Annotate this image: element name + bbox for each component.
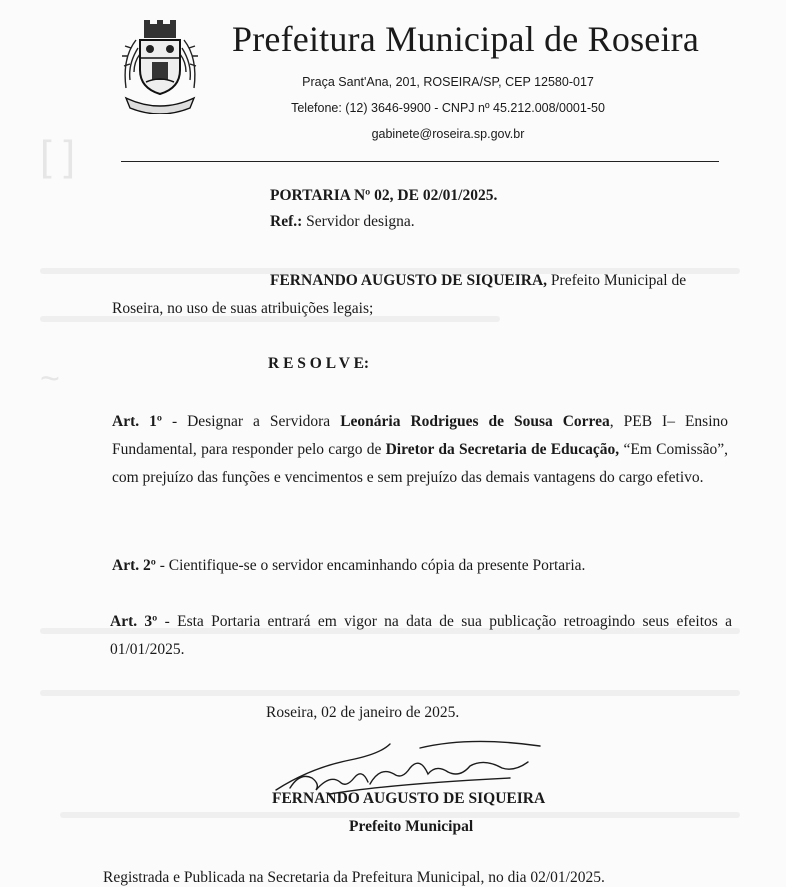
signatory-name: FERNANDO AUGUSTO DE SIQUEIRA [272, 790, 546, 807]
resolve-heading: R E S O L V E: [268, 355, 370, 372]
date-line: Roseira, 02 de janeiro de 2025. [266, 704, 460, 721]
ref-text: Servidor designa. [306, 213, 415, 230]
signatory-title: Prefeito Municipal [349, 818, 474, 835]
mayor-name: FERNANDO AUGUSTO DE SIQUEIRA, [270, 272, 548, 289]
article-3-label: Art. 3º [110, 613, 158, 630]
org-phone-cnpj: Telefone: (12) 3646-9900 - CNPJ nº 45.212.008/0001-50 [291, 101, 605, 115]
ref-label: Ref.: [270, 213, 303, 230]
article-1-label: Art. 1º [112, 413, 162, 430]
role-name: Diretor da Secretaria de Educação, [385, 441, 620, 458]
registration-footer: Registrada e Publicada na Secretaria da Prefeitura Municipal, no dia 02/01/2025. [103, 869, 605, 886]
intro-text: Prefeito Municipal de [550, 272, 687, 289]
bleed-through-glyph: [ ] [40, 132, 76, 179]
article-3 [110, 608, 732, 664]
article-3-text: - Esta Portaria entrará em vigor na data de sua publicação retroagindo seus efeitos a 01/01/2025. [110, 613, 732, 658]
header-divider [121, 161, 719, 162]
org-title: Prefeitura Municipal de Roseira [232, 19, 700, 59]
article-1-text: “Em Comissão”, com prejuízo das funções e vencimentos e sem prejuízo das demais vantagens do cargo efetivo. [112, 441, 729, 486]
article-1-text: , PEB I– Ensino Fundamental, para responder pelo cargo de [112, 413, 729, 458]
org-address: Praça Sant'Ana, 201, ROSEIRA/SP, CEP 12580-017 [302, 75, 594, 89]
portaria-title: PORTARIA Nº 02, DE 02/01/2025. [270, 187, 498, 204]
portaria-ref [270, 213, 415, 231]
intro-line-1 [270, 272, 686, 290]
coat-of-arms-icon [116, 18, 204, 114]
article-2 [112, 552, 728, 580]
article-2-text: - Cientifique-se o servidor encaminhando cópia da presente Portaria. [159, 557, 586, 574]
servant-name: Leonária Rodrigues de Sousa Correa [340, 413, 610, 430]
article-1-text: - Designar a Servidora [171, 413, 331, 430]
article-1 [112, 408, 728, 492]
org-email: gabinete@roseira.sp.gov.br [371, 127, 525, 141]
bleed-through-glyph: ~ [40, 360, 60, 398]
article-2-label: Art. 2º [112, 557, 156, 574]
intro-line-2: Roseira, no uso de suas atribuições legais; [112, 300, 374, 317]
